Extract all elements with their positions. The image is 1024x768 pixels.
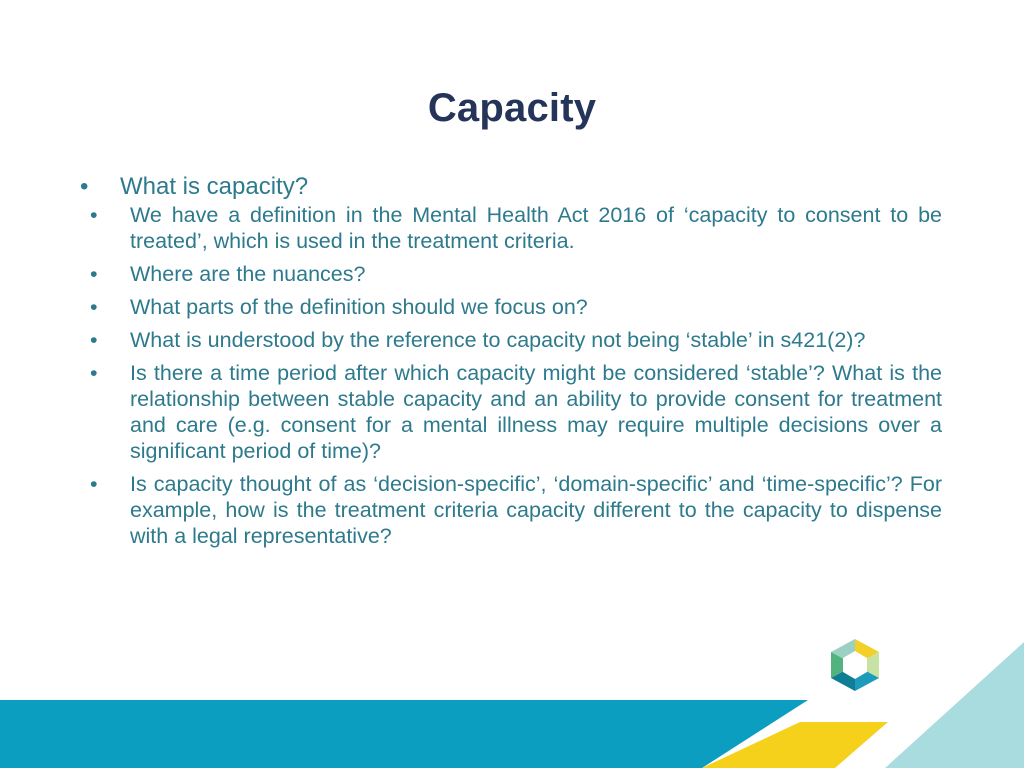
sub-bullet-text: What is understood by the reference to capacity not being ‘stable’ in s421(2)?: [130, 328, 866, 352]
bullet-icon: •: [90, 361, 98, 385]
main-bullet-text: What is capacity?: [120, 173, 309, 200]
bullet-icon: •: [90, 203, 98, 227]
hexagon-logo-icon: [831, 639, 879, 691]
bullet-icon: •: [80, 173, 89, 200]
slide-title: Capacity: [427, 86, 597, 130]
sub-bullet-text: Is there a time period after which capacity might be considered ‘stable’? What is the relationship between stable capacity and an ability to provide consent for treatment and care (e.g. consent for a mental illness may require multiple decisions over a significant period of time)?: [130, 361, 942, 463]
bullet-icon: •: [90, 295, 98, 319]
bullet-icon: •: [90, 328, 98, 352]
sub-bullet-text: What parts of the definition should we focus on?: [130, 295, 588, 319]
footer-band-primary: [0, 700, 808, 768]
sub-bullet-text: Where are the nuances?: [130, 262, 366, 286]
bullet-icon: •: [90, 472, 98, 496]
footer-band-light: [885, 642, 1024, 768]
bullet-icon: •: [90, 262, 98, 286]
sub-bullet-text: Is capacity thought of as ‘decision-specific’, ‘domain-specific’ and ‘time-specific’? For example, how is the treatment criteria capacity different to the capacity to dispense with a legal representative?: [130, 472, 942, 548]
sub-bullet-text: We have a definition in the Mental Health Act 2016 of ‘capacity to consent to be treated’, which is used in the treatment criteria.: [130, 203, 942, 253]
